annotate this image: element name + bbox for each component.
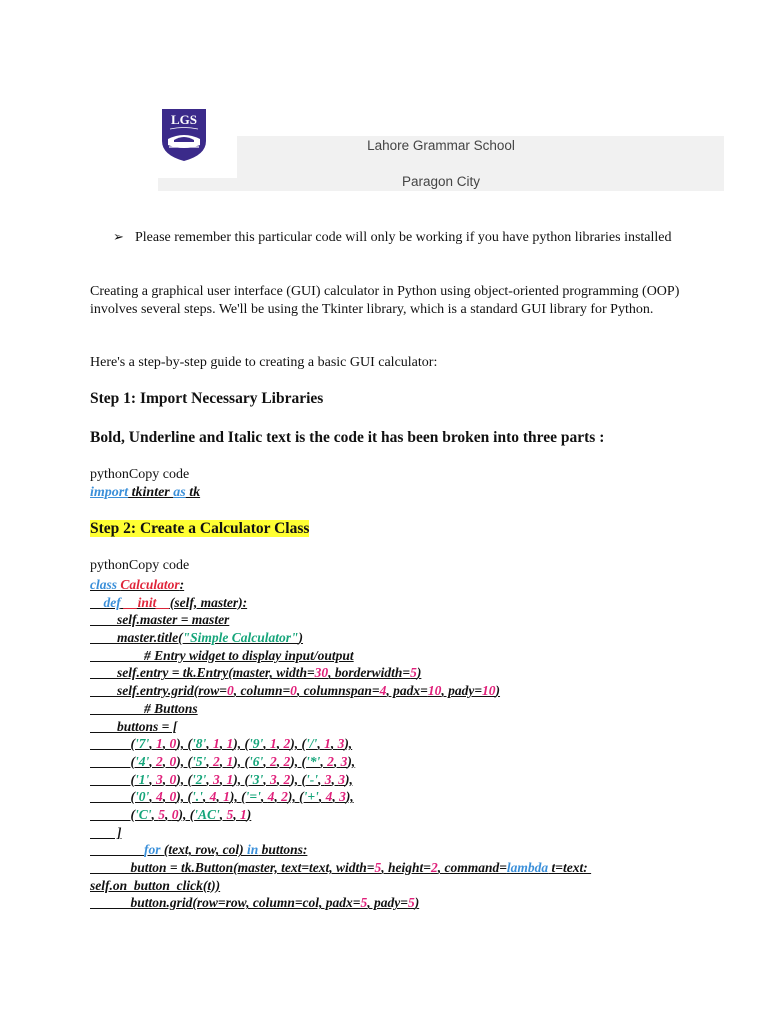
code-line: ('4', 2, 0), ('5', 2, 1), ('6', 2, 2), ('*', 2, 3),: [90, 753, 356, 769]
step1-heading: Step 1: Import Necessary Libraries: [90, 390, 324, 407]
code-line: buttons = [: [90, 718, 178, 734]
calculator-class-code: [90, 576, 710, 912]
school-logo: [160, 107, 208, 163]
code-line: for (text, row, col) in buttons:: [144, 842, 308, 858]
code-line: # Buttons: [90, 700, 198, 716]
code-line: button.grid(row=row, column=col, padx=5, pady=5): [90, 895, 420, 911]
copy-code-label-2: pythonCopy code: [90, 558, 190, 573]
code-line: self.entry = tk.Entry(master, width=30, borderwidth=5): [90, 665, 422, 681]
campus-name: Paragon City: [401, 174, 481, 189]
code-line: self.master = master: [90, 612, 230, 628]
code-line: def __init__(self, master):: [103, 594, 248, 610]
crest-icon: [160, 107, 208, 163]
code-line: button = tk.Button(master, text=text, width=5, height=2, command=lambda t=text:: [90, 860, 592, 875]
code-format-note: Bold, Underline and Italic text is the code it has been broken into three parts :: [90, 429, 605, 446]
svg-text:LGS: LGS: [170, 112, 198, 127]
bullet-arrow-icon: ➢: [113, 229, 124, 244]
step2-heading: Step 2: Create a Calculator Class: [90, 520, 310, 537]
code-line: # Entry widget to display input/output: [90, 647, 354, 663]
code-line: ('0', 4, 0), ('.', 4, 1), ('=', 4, 2), ('+', 4, 3),: [90, 789, 354, 805]
code-line: ('1', 3, 0), ('2', 3, 1), ('3', 3, 2), ('-', 3, 3),: [90, 771, 353, 787]
code-line: master.title("Simple Calculator"): [90, 630, 304, 646]
code-line: self.entry.grid(row=0, column=0, columnspan=4, padx=10, pady=10): [90, 683, 501, 699]
code-line: ('C', 5, 0), ('AC', 5, 1): [90, 806, 252, 822]
code-line: ]: [90, 824, 122, 840]
import-code-line: import tkinter as tk: [90, 485, 201, 500]
copy-code-label-1: pythonCopy code: [90, 467, 190, 482]
code-line: ('7', 1, 0), ('8', 1, 1), ('9', 1, 2), ('/', 1, 3),: [90, 736, 353, 752]
school-name: Lahore Grammar School: [367, 138, 515, 153]
code-line: self.on_button_click(t)): [90, 877, 221, 893]
guide-line: Here's a step-by-step guide to creating a basic GUI calculator:: [90, 355, 438, 370]
bullet-note: Please remember this particular code will only be working if you have python libraries installed: [135, 230, 672, 245]
intro-paragraph: Creating a graphical user interface (GUI) calculator in Python using object-oriented programming (OOP) involves several steps. We'll be using the Tkinter library, which is a standard GUI library for Python.: [90, 284, 680, 317]
code-line: class Calculator:: [90, 577, 185, 592]
